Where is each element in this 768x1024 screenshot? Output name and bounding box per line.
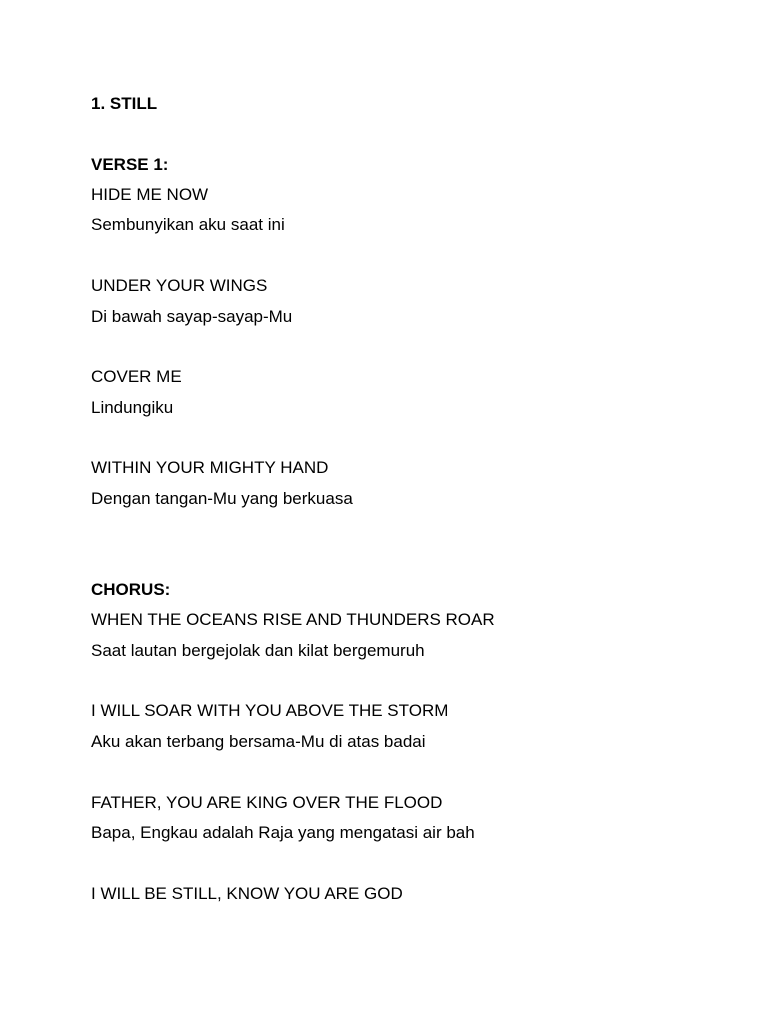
song-title: 1. STILL — [91, 94, 158, 113]
lyric-line-english: FATHER, YOU ARE KING OVER THE FLOOD — [91, 793, 443, 812]
verse-1-heading: VERSE 1: — [91, 155, 169, 174]
lyric-line-translation: Lindungiku — [91, 398, 174, 417]
lyric-line-english: I WILL BE STILL, KNOW YOU ARE GOD — [91, 884, 403, 903]
lyric-line-english: COVER ME — [91, 367, 182, 386]
chorus-heading: CHORUS: — [91, 580, 171, 599]
lyric-line-translation: Saat lautan bergejolak dan kilat bergemuruh — [91, 641, 425, 660]
lyric-line-translation: Dengan tangan-Mu yang berkuasa — [91, 489, 353, 508]
lyric-line-translation: Sembunyikan aku saat ini — [91, 215, 285, 234]
lyric-line-translation: Di bawah sayap-sayap-Mu — [91, 307, 293, 326]
lyric-line-english: WHEN THE OCEANS RISE AND THUNDERS ROAR — [91, 610, 495, 629]
lyric-line-translation: Aku akan terbang bersama-Mu di atas badai — [91, 732, 426, 751]
lyric-line-english: HIDE ME NOW — [91, 185, 209, 204]
lyric-line-translation: Bapa, Engkau adalah Raja yang mengatasi air bah — [91, 823, 475, 842]
lyric-line-english: I WILL SOAR WITH YOU ABOVE THE STORM — [91, 701, 449, 720]
lyric-line-english: UNDER YOUR WINGS — [91, 276, 268, 295]
lyric-line-english: WITHIN YOUR MIGHTY HAND — [91, 458, 329, 477]
